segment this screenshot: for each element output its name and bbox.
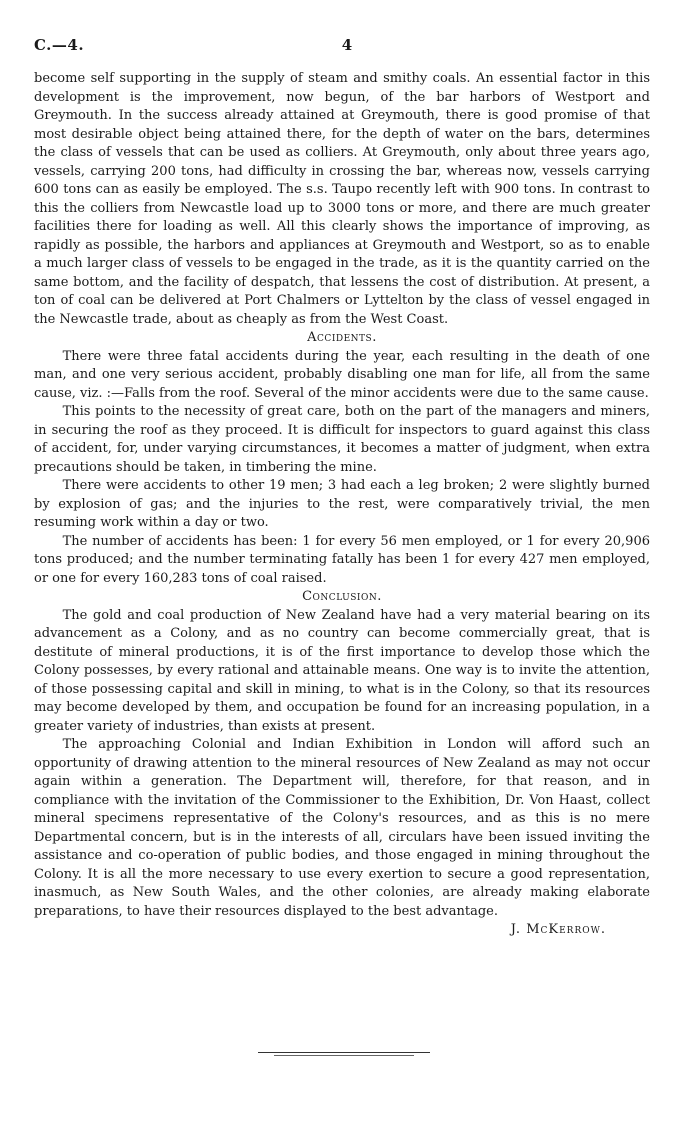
document-body (34, 70, 650, 940)
paragraph-roof-safety: This points to the necessity of great care, both on the part of the managers and miners, in securing the roof as they proceed. It is difficult for inspectors to guard against this class of accident, for, under varying circumstances, it becomes a matter of judgment, when extra precautions should be taken, in timbering the mine. (34, 404, 650, 475)
paragraph-accident-ratios: The number of accidents has been: 1 for every 56 men employed, or 1 for every 20,906 tons produced; and the number terminating fatally has been 1 for every 427 men employed, or one for every 160,283 tons of coal raised. (34, 533, 650, 586)
section-heading-accidents: Accidents. (307, 330, 377, 345)
closing-rule-secondary (274, 1055, 414, 1056)
paragraph-fatal-accidents: There were three fatal accidents during the year, each resulting in the death of one man, and one very serious accident, probably disabling one man for life, all from the same cause, viz. :—Falls from the roof. Several of the minor accidents were due to the same cause. (34, 348, 650, 401)
page-number: 4 (341, 36, 353, 54)
signature: J. McKerrow. (510, 922, 606, 937)
paragraph-coal-supply: become self supporting in the supply of steam and smithy coals. An essential factor in this development is the improvement, now begun, of the bar harbors of Westport and Greymouth. In the success already attained at Greymouth, there is good promise of that most desirable object being attained there, for the depth of water on the bars, determines the class of vessels that can be used as colliers. At Greymouth, only about three years ago, vessels, carrying 200 tons, had difficulty in crossing the bar, whereas now, vessels carrying 600 tons can as easily be employed. The s.s. Taupo recently left with 900 tons. In contrast to this the colliers from Newcastle load up to 3000 tons or more, and there are much greater facilities there for loading as well. All this clearly shows the importance of improving, as rapidly as possible, the harbors and appliances at Greymouth and Westport, so as to enable a much larger class of vessels to be engaged in the trade, as it is the quantity carried on the same bottom, and the facility of despatch, that lessens the cost of distribution. At present, a ton of coal can be delivered at Port Chalmers or Lyttelton by the class of vessel engaged in the Newcastle trade, about as cheaply as from the West Coast. (34, 71, 650, 327)
paragraph-mineral-development: The gold and coal production of New Zealand have had a very material bearing on its advancement as a Colony, and as no country can become commercially great, that is destitute of mineral productions, it is of the first importance to develop those which the Colony possesses, by every rational and attainable means. One way is to invite the attention, of those possessing capital and skill in mining, to what is in the Colony, so that its resources may become developed by them, and occupation be found for an increasing population, in a greater variety of industries, than exists at present. (34, 607, 650, 734)
paragraph-exhibition: The approaching Colonial and Indian Exhibition in London will afford such an opportunity of drawing attention to the mineral resources of New Zealand as may not occur again within a generation. The Department will, therefore, for that reason, and in compliance with the invitation of the Commissioner to the Exhibition, Dr. Von Haast, collect mineral specimens representative of the Colony's resources, and as this is no mere Departmental concern, but is in the interests of all, circulars have been issued inviting the assistance and co-operation of public bodies, and those engaged in mining throughout the Colony. It is all the more necessary to use every exertion to secure a good representation, inasmuch, as New South Wales, and the other colonies, are already making elaborate preparations, to have their resources displayed to the best advantage. (34, 737, 650, 919)
section-heading-conclusion: Conclusion. (302, 589, 382, 604)
document-reference: C.—4. (34, 36, 85, 54)
paragraph-minor-accidents: There were accidents to other 19 men; 3 had each a leg broken; 2 were slightly burned by explosion of gas; and the injuries to the rest, were comparatively trivial, the men resuming work within a day or two. (34, 478, 650, 530)
page-header (34, 36, 660, 58)
closing-rule (258, 1052, 430, 1053)
